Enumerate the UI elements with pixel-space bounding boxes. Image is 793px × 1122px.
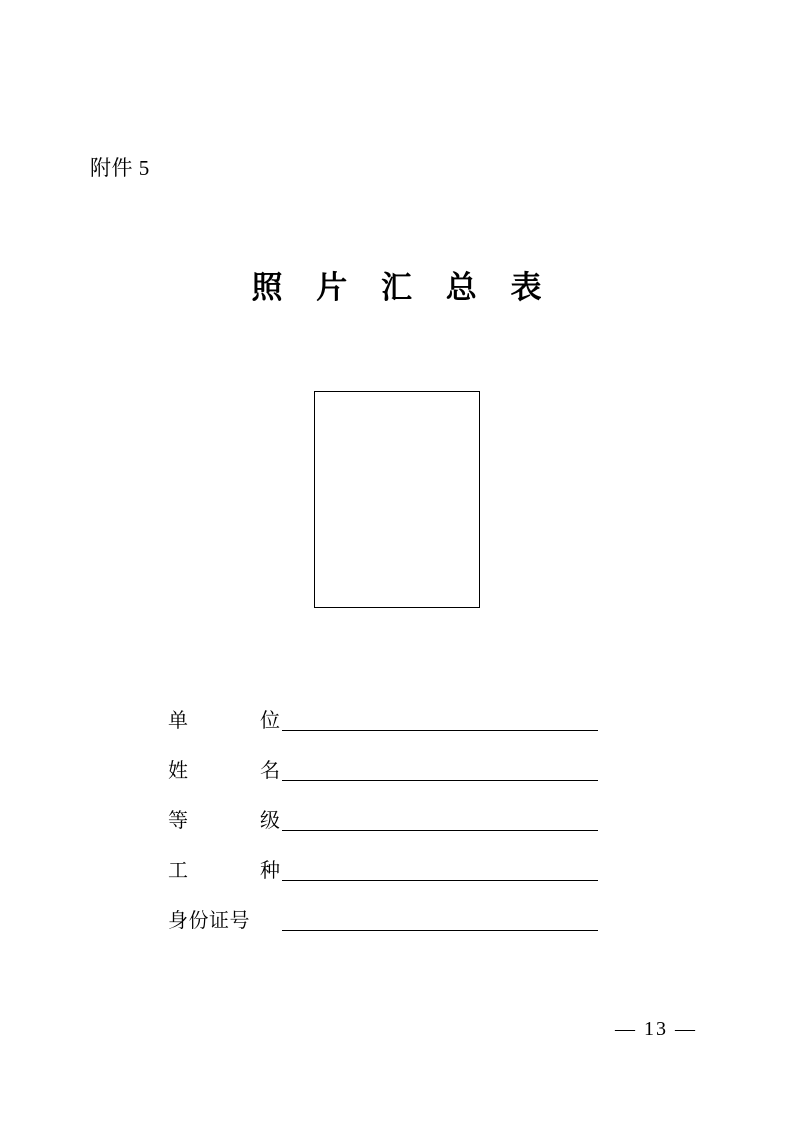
field-label-unit-char-1: 单	[168, 710, 188, 732]
field-row-unit	[168, 686, 598, 736]
field-input-grade[interactable]	[282, 830, 598, 831]
field-label-grade-char-1: 等	[168, 810, 188, 832]
field-row-id-number	[168, 886, 598, 936]
field-label-unit	[168, 710, 280, 736]
field-label-grade-char-2: 级	[260, 810, 280, 832]
attachment-label: 附件 5	[90, 156, 150, 180]
field-input-id-number[interactable]	[282, 930, 598, 931]
field-input-unit[interactable]	[282, 730, 598, 731]
field-row-occupation	[168, 836, 598, 886]
field-label-occupation-char-2: 种	[260, 860, 280, 882]
photo-placeholder-box	[314, 391, 480, 608]
page-number: — 13 —	[615, 1018, 697, 1040]
field-input-name[interactable]	[282, 780, 598, 781]
field-input-occupation[interactable]	[282, 880, 598, 881]
field-label-occupation	[168, 860, 280, 886]
page-title: 照 片 汇 总 表	[251, 270, 555, 305]
field-label-id-number: 身份证号	[168, 910, 250, 932]
field-label-name	[168, 760, 280, 786]
field-label-name-char-1: 姓	[168, 760, 188, 782]
fields-block	[168, 686, 598, 936]
field-label-unit-char-2: 位	[260, 710, 280, 732]
field-row-grade	[168, 786, 598, 836]
field-row-name	[168, 736, 598, 786]
field-label-grade	[168, 810, 280, 836]
field-label-occupation-char-1: 工	[168, 860, 188, 882]
field-label-name-char-2: 名	[260, 760, 280, 782]
